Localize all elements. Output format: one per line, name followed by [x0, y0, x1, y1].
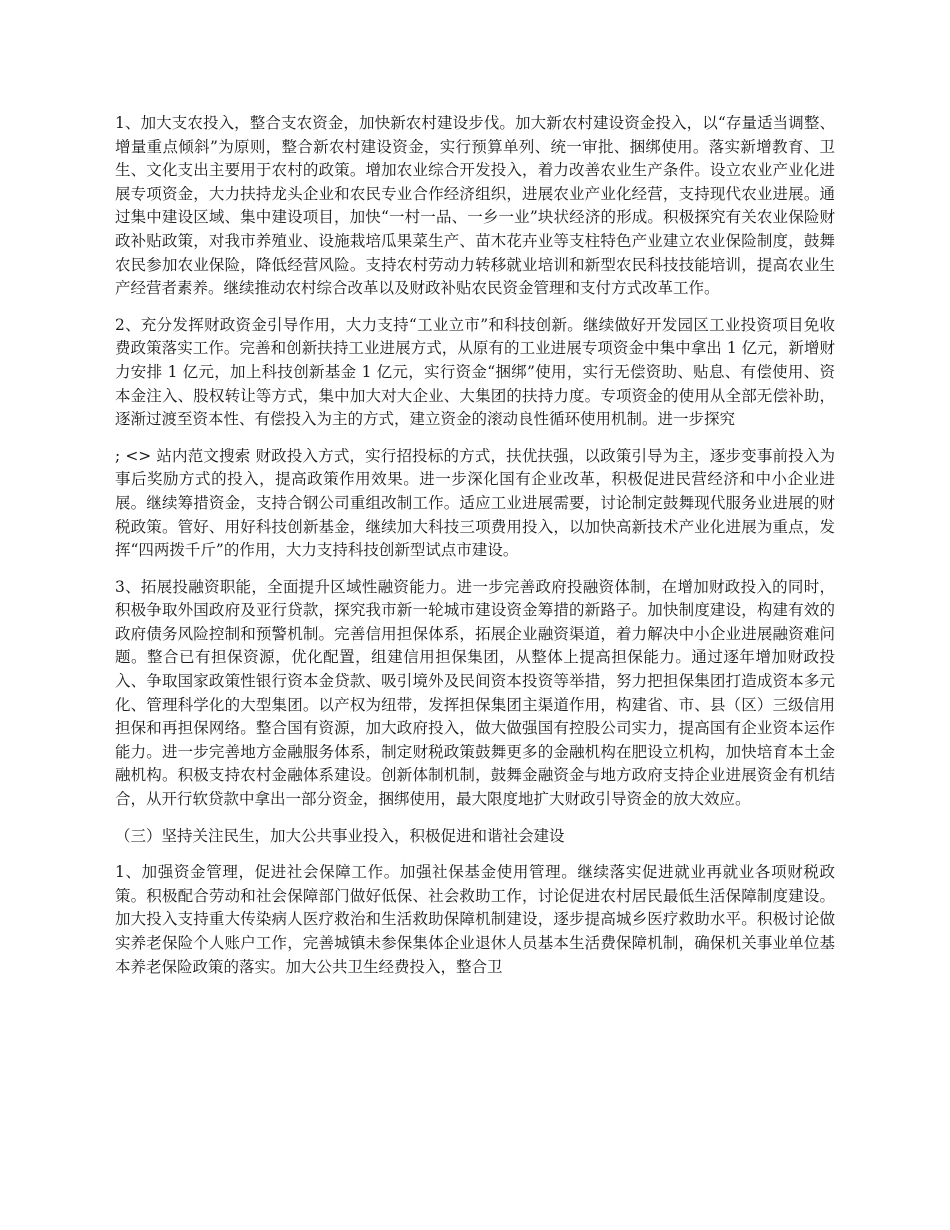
paragraph-investment-methods: ; <> 站内范文搜索 财政投入方式，实行招投标的方式，扶优扶强，以政策引导为主，逐步变事前投入为事后奖励方式的投入，提高政策作用效果。进一步深化国有企业改革，积极促进民营经济和中小企业进展。继续筹措资金，支持合钢公司重组改制工作。适应工业进展需要，讨论制定鼓舞现代服务业进展的财税政策。管好、用好科技创新基金，继续加大科技三项费用投入，以加快高新技术产业化进展为重点，发挥“四两拨千斤”的作用，大力支持科技创新型试点市建设。: [115, 446, 835, 560]
section-heading-livelihood: （三）坚持关注民生，加大公共事业投入，积极促进和谐社会建设: [115, 826, 565, 845]
paragraph-industry-technology: 2、充分发挥财政资金引导作用，大力支持“工业立市”和科技创新。继续做好开发园区工业投资项目免收费政策落实工作。完善和创新扶持工业进展方式，从原有的工业进展专项资金中集中拿出 1 亿元，新增财力安排 1 亿元，加上科技创新基金 1 亿元，实行资金“捆绑”使用，实行无偿资助、贴息、有偿使用、资本金注入、股权转让等方式，集中加大对大企业、大集团的扶持力度。专项资金的使用从全部无偿补助，逐渐过渡至资本性、有偿投入为主的方式，建立资金的滚动良性循环使用机制。进一步探究: [115, 315, 835, 429]
document-body: [115, 112, 835, 992]
paragraph-financing-capacity: 3、拓展投融资职能，全面提升区域性融资能力。进一步完善政府投融资体制，在增加财政投入的同时，积极争取外国政府及亚行贷款，探究我市新一轮城市建设资金筹措的新路子。加快制度建设，构建有效的政府债务风险控制和预警机制。完善信用担保体系，拓展企业融资渠道，着力解决中小企业进展融资难问题。整合已有担保资源，优化配置，组建信用担保集团，从整体上提高担保能力。通过逐年增加财政投入、争取国家政策性银行资本金贷款、吸引境外及民间资本投资等举措，努力把担保集团打造成资本多元化、管理科学化的大型集团。以产权为纽带，发挥担保集团主渠道作用，构建省、市、县（区）三级信用担保和再担保网络。整合国有资源，加大政府投入，做大做强国有控股公司实力，提高国有企业资本运作能力。进一步完善地方金融服务体系，制定财税政策鼓舞更多的金融机构在肥设立机构，加快培育本土金融机构。积极支持农村金融体系建设。创新体制机制，鼓舞金融资金与地方政府支持企业进展资金有机结合，从开行软贷款中拿出一部分资金，捆绑使用，最大限度地扩大财政引导资金的放大效应。: [115, 577, 835, 809]
paragraph-agriculture-investment: 1、加大支农投入，整合支农资金，加快新农村建设步伐。加大新农村建设资金投入，以“存量适当调整、增量重点倾斜”为原则，整合新农村建设资金，实行预算单列、统一审批、捆绑使用。落实新增教育、卫生、文化支出主要用于农村的政策。增加农业综合开发投入，着力改善农业生产条件。设立农业产业化进展专项资金，大力扶持龙头企业和农民专业合作经济组织，进展农业产业化经营，支持现代农业进展。通过集中建设区域、集中建设项目，加快“一村一品、一乡一业”块状经济的形成。积极探究有关农业保险财政补贴政策，对我市养殖业、设施栽培瓜果菜生产、苗木花卉业等支柱特色产业建立农业保险制度，鼓舞农民参加农业保险，降低经营风险。支持农村劳动力转移就业培训和新型农民科技技能培训，提高农业生产经营者素养。继续推动农村综合改革以及财政补贴农民资金管理和支付方式改革工作。: [115, 114, 835, 298]
paragraph-social-security: 1、加强资金管理，促进社会保障工作。加强社保基金使用管理。继续落实促进就业再就业各项财税政策。积极配合劳动和社会保障部门做好低保、社会救助工作，讨论促进农村居民最低生活保障制度建设。加大投入支持重大传染病人医疗救治和生活救助保障机制建设，逐步提高城乡医疗救助水平。积极讨论做实养老保险个人账户工作，完善城镇未参保集体企业退休人员基本生活费保障机制，确保机关事业单位基本养老保险政策的落实。加大公共卫生经费投入，整合卫: [115, 863, 835, 976]
